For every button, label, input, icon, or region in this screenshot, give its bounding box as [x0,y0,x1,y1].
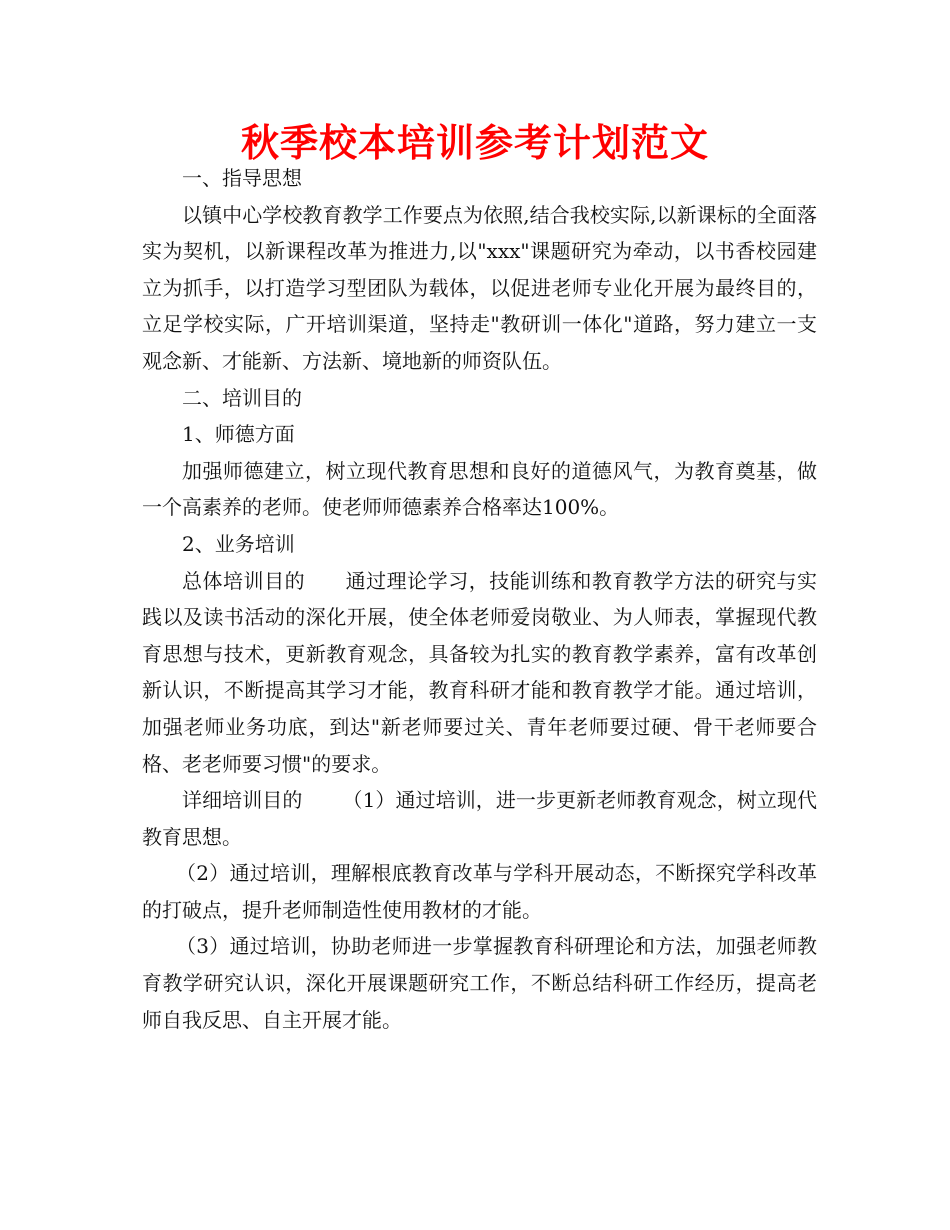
subheading-ethics: 1、师德方面 [182,422,295,447]
document-body [142,160,817,1038]
paragraph-detailed-goal-3: （3）通过培训，协助老师进一步掌握教育科研理论和方法，加强老师教育教学研究认识，深化开展课题研究工作，不断总结科研工作经历，提高老师自我反思、自主开展才能。 [142,934,817,1032]
paragraph-detailed-goal-1 [142,782,817,855]
subheading-professional-training: 2、业务培训 [182,531,295,556]
paragraph-detailed-goal-2: （2）通过培训，理解根底教育改革与学科开展动态，不断探究学科改革的打破点，提升老师制造性使用教材的才能。 [142,861,817,922]
document-title: 秋季校本培训参考计划范文 [240,121,709,165]
text-overall-goal: 通过理论学习，技能训练和教育教学方法的研究与实践以及读书活动的深化开展，使全体老师爱岗敬业、为人师表，掌握现代教育思想与技术，更新教育观念，具备较为扎实的教育教学素养，富有改革创新认识，不断提高其学习才能，教育科研才能和教育教学才能。通过培训，加强老师业务功底，到达"新老师要过关、青年老师要过硬、骨干老师要合格、老老师要习惯"的要求。 [142,568,818,776]
text-detailed-goal-1: （1）通过培训，进一步更新老师教育观念，树立现代教育思想。 [142,788,817,849]
paragraph-guiding-ideology: 以镇中心学校教育教学工作要点为依照,结合我校实际,以新课标的全面落实为契机，以新课程改革为推进力,以"xxx"课题研究为牵动，以书香校园建立为抓手，以打造学习型团队为载体，以促进老师专业化开展为最终目的，立足学校实际，广开培训渠道，坚持走"教研训一体化"道路，努力建立一支观念新、才能新、方法新、境地新的师资队伍。 [142,202,817,373]
paragraph-overall-goal [142,563,817,783]
paragraph-ethics: 加强师德建立，树立现代教育思想和良好的道德风气，为教育奠基，做一个高素养的老师。使老师师德素养合格率达100%。 [142,458,817,520]
label-overall-goal: 总体培训目的 [182,568,306,593]
label-detailed-goal: 详细培训目的 [182,788,303,813]
section-heading-training-goals: 二、培训目的 [182,385,302,410]
section-heading-guiding-ideology: 一、指导思想 [182,166,302,190]
